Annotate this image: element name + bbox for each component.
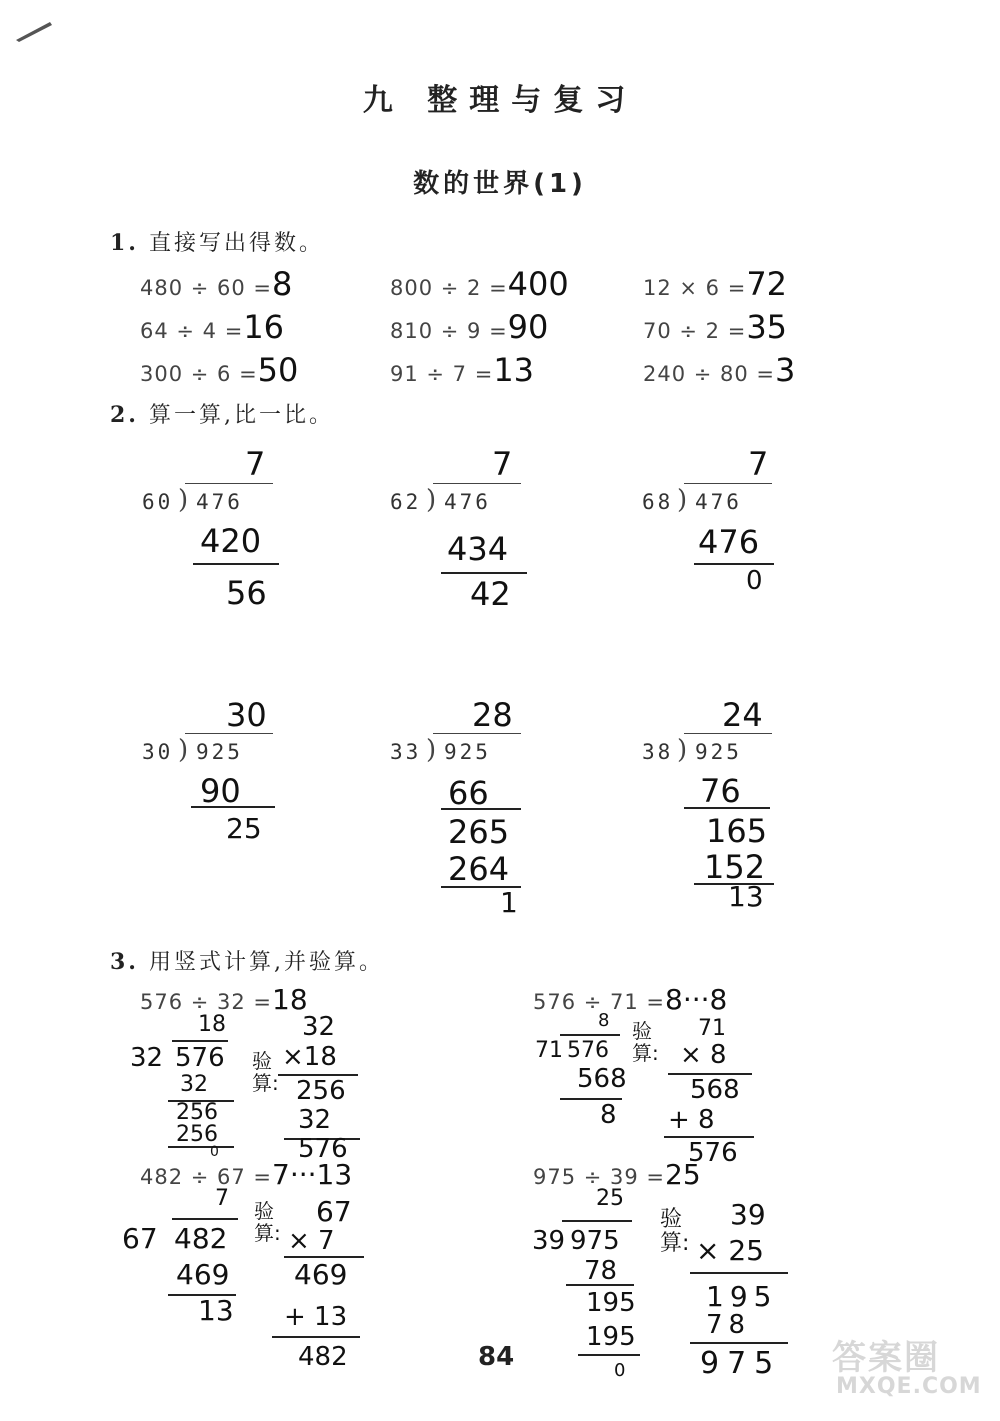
divisor: 67 [122, 1222, 158, 1255]
check-step: + 8 [668, 1105, 715, 1135]
quotient: 28 [472, 696, 513, 734]
division-bar [684, 733, 772, 734]
work-line [168, 1146, 234, 1148]
handwritten-answer: 72 [746, 265, 788, 303]
division-bar [684, 483, 772, 484]
check-operand: 32 [302, 1012, 336, 1042]
check-line [690, 1272, 788, 1274]
work-step: 264 [448, 850, 510, 888]
expression: 576 ÷ 32 = [140, 990, 273, 1014]
division-bracket: ) [178, 735, 189, 765]
expression: 576 ÷ 71 = [533, 990, 666, 1014]
divisor: 60 [142, 490, 174, 514]
check-operand: 39 [730, 1198, 766, 1231]
work-step: 265 [448, 813, 510, 851]
division-bar [172, 1040, 228, 1042]
check-multiplier: × 25 [696, 1234, 764, 1267]
check-label: 验算: [660, 1207, 690, 1256]
check-step: 568 [690, 1075, 740, 1105]
check-label: 验算: [632, 1019, 659, 1065]
q1-item [390, 265, 569, 303]
check-step: 469 [294, 1258, 348, 1291]
division-bar [433, 483, 521, 484]
check-step: 32 [298, 1105, 332, 1135]
quotient: 7 [748, 445, 769, 483]
expression: 240 ÷ 80 = [643, 362, 776, 386]
check-step: 256 [296, 1076, 346, 1106]
division-bar [185, 733, 273, 734]
quotient: 8 [598, 1010, 610, 1031]
work-step: 420 [200, 522, 262, 560]
work-step: 256 [176, 1122, 218, 1147]
dividend: 925 [444, 740, 491, 764]
dividend: 476 [444, 490, 491, 514]
work-step: 66 [448, 774, 489, 812]
watermark-url: MXQE.COM [836, 1374, 982, 1399]
question-number: 2. [110, 402, 139, 428]
page-number: 84 [478, 1342, 515, 1372]
q1-item [390, 351, 534, 389]
question-text: 直接写出得数。 [148, 231, 324, 256]
expression: 975 ÷ 39 = [533, 1165, 666, 1189]
check-step: 78 [706, 1310, 752, 1340]
q1-item [140, 265, 292, 303]
dividend: 482 [174, 1222, 228, 1255]
work-step: 90 [200, 772, 241, 810]
expression: 12 × 6 = [643, 276, 747, 300]
dividend: 476 [695, 490, 742, 514]
work-line [193, 563, 279, 565]
expression: 480 ÷ 60 = [140, 276, 273, 300]
expression: 64 ÷ 4 = [140, 319, 244, 343]
division-bar [562, 1220, 632, 1222]
handwritten-answer: 7···13 [272, 1158, 353, 1191]
check-step: 482 [298, 1342, 348, 1372]
work-step: 0 [614, 1360, 626, 1381]
expression: 810 ÷ 9 = [390, 319, 508, 343]
dividend: 576 [175, 1043, 225, 1073]
work-step: 56 [226, 574, 267, 612]
handwritten-answer: 90 [507, 308, 549, 346]
expression: 800 ÷ 2 = [390, 276, 508, 300]
handwritten-answer: 400 [507, 265, 569, 303]
work-line [694, 563, 774, 565]
check-step: 195 [706, 1280, 778, 1313]
division-bracket: ) [677, 485, 688, 515]
q3-expression [140, 1158, 352, 1191]
work-step: 434 [447, 530, 509, 568]
division-bar [185, 483, 273, 484]
q1-item [643, 308, 787, 346]
work-step: 25 [226, 812, 262, 845]
division-bracket: ) [426, 735, 437, 765]
divisor: 68 [642, 490, 674, 514]
question-text: 算一算,比一比。 [148, 403, 334, 428]
work-line [684, 807, 770, 809]
check-label: 验算: [254, 1199, 281, 1245]
divisor: 32 [130, 1043, 164, 1073]
check-step: 576 [298, 1134, 348, 1164]
chapter-title: 九 整理与复习 [362, 83, 638, 118]
q1-item [140, 308, 284, 346]
quotient: 30 [226, 696, 267, 734]
dividend: 576 [567, 1038, 609, 1063]
division-bar [172, 1218, 238, 1220]
work-step: 1 [500, 886, 518, 919]
handwritten-answer: 35 [746, 308, 788, 346]
check-line [272, 1336, 360, 1338]
question-2-heading [110, 398, 334, 429]
section-title: 数的世界(1) [413, 169, 587, 199]
divisor: 30 [142, 740, 174, 764]
check-multiplier: ×18 [282, 1042, 337, 1072]
handwritten-answer: 8 [272, 265, 293, 303]
check-multiplier: × 7 [288, 1226, 335, 1256]
divisor: 62 [390, 490, 422, 514]
work-step: 165 [706, 812, 768, 850]
work-step: 8 [600, 1100, 617, 1130]
q1-item [643, 265, 787, 303]
work-step: 78 [584, 1256, 618, 1286]
question-number: 1. [110, 230, 139, 256]
handwritten-answer: 8···8 [665, 983, 728, 1016]
watermark-logo: 答案圈 [832, 1338, 940, 1378]
work-step: 152 [704, 848, 766, 886]
check-label: 验算: [252, 1049, 279, 1095]
work-step: 0 [746, 566, 763, 596]
work-line [578, 1354, 640, 1356]
divisor: 71 [535, 1038, 563, 1063]
handwritten-answer: 50 [257, 351, 299, 389]
work-step: 476 [698, 523, 760, 561]
divisor: 33 [390, 740, 422, 764]
check-step: + 13 [284, 1302, 348, 1332]
work-step: 568 [577, 1064, 627, 1094]
quotient: 7 [245, 445, 266, 483]
divisor: 38 [642, 740, 674, 764]
dividend: 975 [570, 1226, 620, 1256]
work-step: 13 [198, 1294, 234, 1327]
work-step: 0 [210, 1144, 219, 1160]
quotient: 18 [198, 1012, 226, 1037]
work-step: 195 [586, 1288, 636, 1318]
work-line [191, 806, 275, 808]
question-3-heading [110, 945, 384, 976]
quotient: 25 [596, 1186, 624, 1211]
dividend: 925 [695, 740, 742, 764]
check-step: 576 [688, 1138, 738, 1168]
check-operand: 71 [698, 1016, 726, 1041]
dividend: 476 [196, 490, 243, 514]
question-1-heading [110, 226, 324, 257]
division-bar [433, 733, 521, 734]
work-step: 256 [176, 1100, 218, 1125]
work-line [441, 808, 521, 810]
work-line [566, 1284, 634, 1286]
check-step: 975 [700, 1346, 782, 1381]
dividend: 925 [196, 740, 243, 764]
expression: 70 ÷ 2 = [643, 319, 747, 343]
division-bar [560, 1034, 620, 1036]
expression: 300 ÷ 6 = [140, 362, 258, 386]
handwritten-answer: 25 [665, 1158, 701, 1191]
q1-item [140, 351, 298, 389]
work-step: 195 [586, 1322, 636, 1352]
handwritten-answer: 16 [243, 308, 285, 346]
division-bracket: ) [426, 485, 437, 515]
quotient: 7 [492, 445, 513, 483]
work-step: 469 [176, 1258, 230, 1291]
q1-item [390, 308, 548, 346]
work-step: 42 [470, 575, 511, 613]
division-bracket: ) [677, 735, 688, 765]
work-line [441, 572, 527, 574]
check-line [690, 1342, 788, 1344]
expression: 482 ÷ 67 = [140, 1165, 273, 1189]
check-operand: 67 [316, 1195, 352, 1228]
q3-expression [533, 983, 727, 1016]
check-multiplier: × 8 [680, 1040, 727, 1070]
handwritten-answer: 18 [272, 983, 308, 1016]
quotient: 7 [215, 1186, 229, 1211]
divisor: 39 [532, 1226, 566, 1256]
handwritten-answer: 13 [493, 351, 535, 389]
handwritten-answer: 3 [775, 351, 796, 389]
expression: 91 ÷ 7 = [390, 362, 494, 386]
question-number: 3. [110, 949, 139, 975]
quotient: 24 [722, 696, 763, 734]
pen-icon [14, 18, 54, 44]
division-bracket: ) [178, 485, 189, 515]
work-step: 13 [728, 880, 764, 913]
question-text: 用竖式计算,并验算。 [148, 950, 384, 975]
work-step: 32 [180, 1072, 208, 1097]
work-step: 76 [700, 772, 741, 810]
q1-item [643, 351, 795, 389]
